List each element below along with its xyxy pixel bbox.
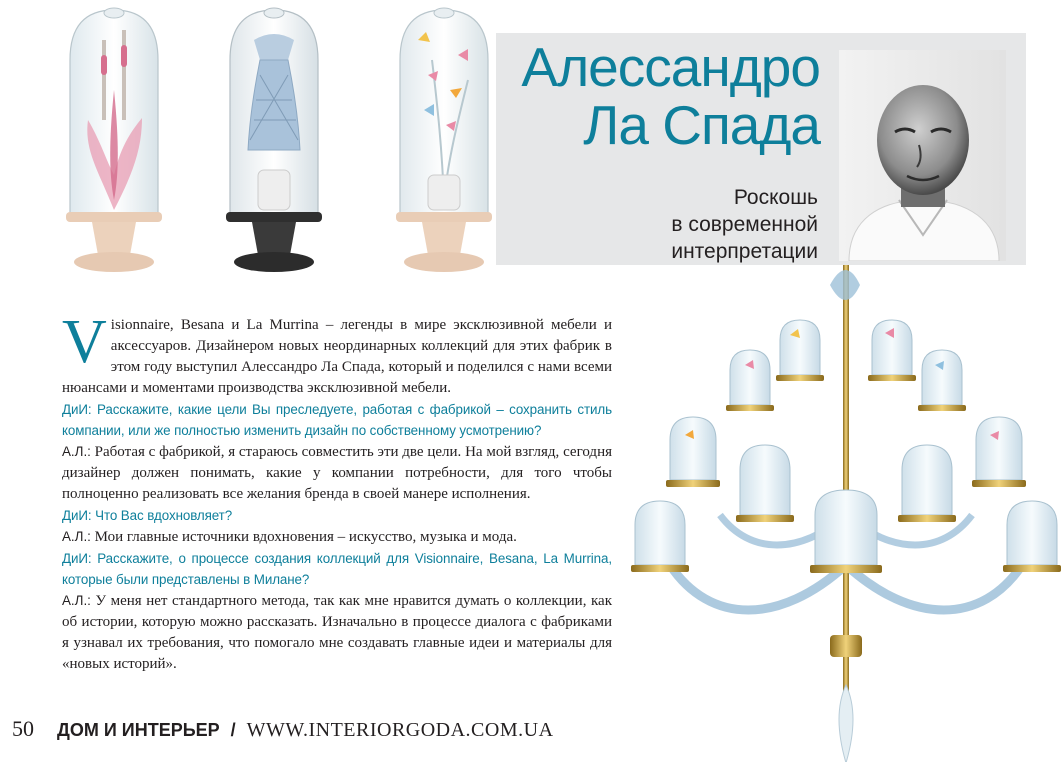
cloche-lamp-pink-image: [58, 0, 170, 280]
qa-text: Что Вас вдохновляет?: [95, 508, 233, 523]
qa-question-3: [62, 548, 612, 590]
page-number: 50: [12, 716, 34, 741]
page-subtitle: [600, 184, 818, 265]
website-link[interactable]: WWW.INTERIORGODA.COM.UA: [246, 719, 554, 741]
qa-text: Мои главные источники вдохновения – искусство, музыка и мода.: [94, 529, 517, 545]
footer-separator: /: [230, 720, 236, 740]
cloche-lamp-butterfly-image: [388, 0, 500, 280]
article-intro: [62, 308, 612, 399]
qa-label: А.Л.:: [62, 444, 91, 459]
qa-answer-1: [62, 441, 612, 505]
title-line-2: Ла Спада: [583, 94, 820, 156]
qa-question-1: [62, 399, 612, 441]
drop-cap: V: [62, 308, 107, 376]
title-line-1: Алессандро: [521, 36, 820, 98]
page-title: [500, 38, 820, 154]
intro-text: isionnaire, Besana и La Murrina – легенды в мире эксклюзивной мебели и аксессуаров. Дизайнером новых неординарных коллекций для этих фабрик в этом году выступил Алессандро Ла Спада, который и поделился с нами всеми нюансами и моментами производства эксклюзивной мебели.: [62, 317, 612, 396]
qa-answer-2: [62, 526, 612, 548]
qa-label: А.Л.:: [62, 593, 91, 608]
qa-label: ДиИ:: [62, 551, 92, 566]
article-body: [62, 308, 612, 675]
qa-answer-3: [62, 590, 612, 675]
chandelier-image: [630, 265, 1062, 762]
subtitle-line-2: в современной: [671, 213, 818, 236]
designer-portrait-photo: [839, 50, 1006, 261]
page-footer: [12, 716, 554, 746]
qa-text: Расскажите, о процессе создания коллекций для Visionnaire, Besana, La Murrina, которые были представлены в Милане?: [62, 551, 612, 587]
subtitle-line-1: Роскошь: [733, 186, 818, 209]
qa-text: У меня нет стандартного метода, так как мне нравится думать о коллекции, как об истории, которую можно рассказать. Изначально в процессе диалога с фабриками я узнавал их требования, что помогало мне создавать главные идеи и материалы для «новых историй».: [62, 593, 612, 672]
subtitle-line-3: интерпретации: [671, 240, 818, 263]
qa-question-2: [62, 505, 612, 526]
qa-text: Расскажите, какие цели Вы преследуете, работая с фабрикой – сохранить стиль компании, или же полностью изменить дизайн по собственному усмотрению?: [62, 402, 612, 438]
cloche-lamp-blue-bell-image: [218, 0, 330, 280]
qa-text: Работая с фабрикой, я стараюсь совместить эти две цели. На мой взгляд, сегодня дизайнер должен понимать, какие у компании потребности, для того чтобы полноценно реализовать все желания бренда в своей манере исполнения.: [62, 444, 612, 502]
qa-label: ДиИ:: [62, 402, 92, 417]
qa-label: ДиИ:: [62, 508, 92, 523]
magazine-name: ДОМ И ИНТЕРЬЕР: [57, 720, 220, 740]
qa-label: А.Л.:: [62, 529, 91, 544]
